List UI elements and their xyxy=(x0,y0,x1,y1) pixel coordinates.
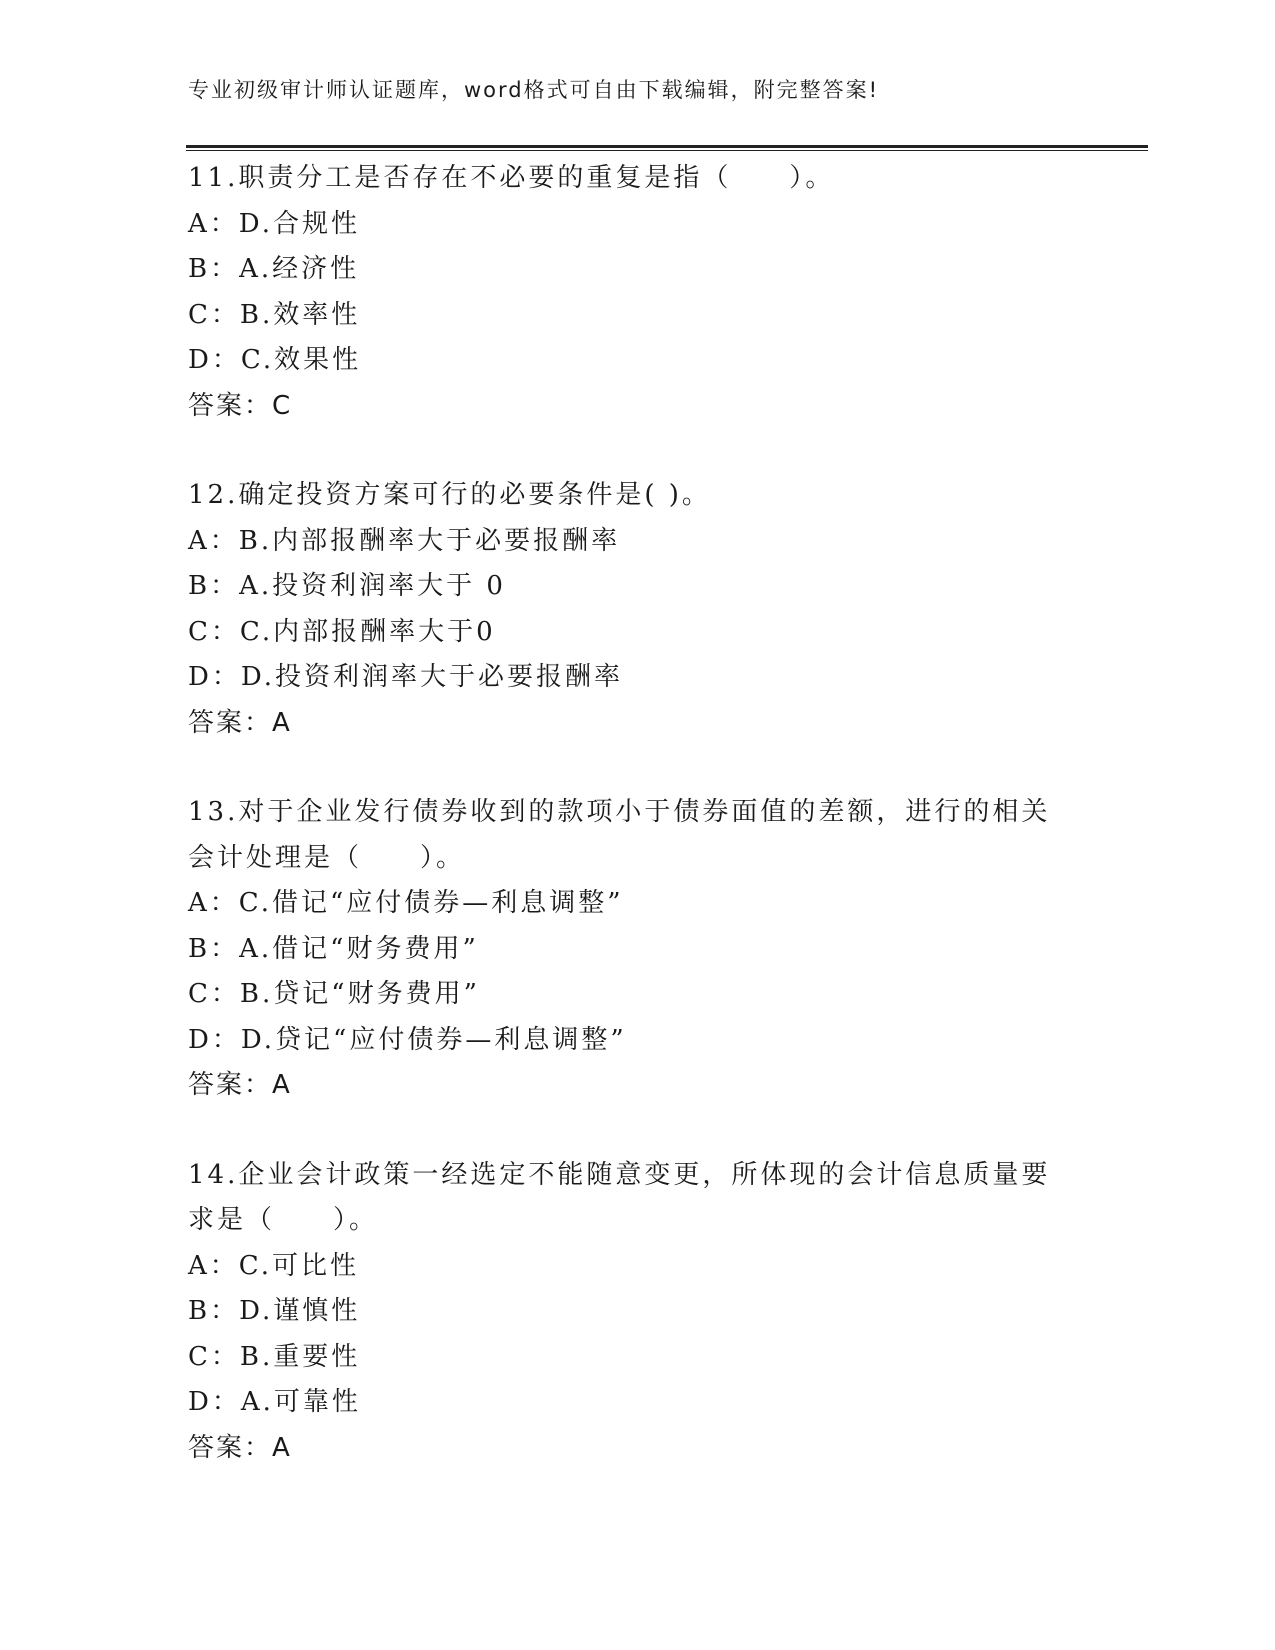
question-item xyxy=(188,473,1088,746)
question-answer: 答案：A xyxy=(188,1070,292,1100)
option-key: D： xyxy=(188,345,241,375)
question-option xyxy=(188,519,1088,565)
question-option xyxy=(188,881,1088,927)
option-key: A： xyxy=(188,888,239,918)
option-key: C： xyxy=(188,616,240,647)
question-answer: 答案：A xyxy=(188,707,292,738)
question-option xyxy=(188,202,1088,248)
option-text: B.重要性 xyxy=(239,1341,361,1372)
option-text: A.可靠性 xyxy=(240,1387,361,1417)
question-option xyxy=(188,610,1088,656)
option-text: B.内部报酬率大于必要报酬率 xyxy=(238,525,621,556)
option-text: B.贷记“财务费用” xyxy=(239,979,480,1009)
option-key: A： xyxy=(188,525,239,556)
option-key: D： xyxy=(188,662,241,692)
option-text: A.经济性 xyxy=(239,254,360,284)
option-key: A： xyxy=(188,1250,239,1281)
question-stem: 12.确定投资方案可行的必要条件是( )。 xyxy=(188,480,711,510)
question-list xyxy=(188,156,1088,1515)
question-option xyxy=(188,1244,1088,1290)
question-item xyxy=(188,790,1088,1109)
question-option xyxy=(188,1289,1088,1335)
option-text: A.借记“财务费用” xyxy=(239,933,479,964)
option-key: B： xyxy=(188,254,240,284)
option-text: C.效果性 xyxy=(240,345,362,375)
header-divider xyxy=(186,145,1148,151)
question-stem: 13.对于企业发行债券收到的款项小于债券面值的差额，进行的相关会计处理是（ ）。 xyxy=(188,797,1051,873)
option-key: D： xyxy=(188,1024,241,1055)
option-text: D.谨慎性 xyxy=(239,1296,361,1326)
question-option xyxy=(188,1018,1088,1064)
option-text: C.借记“应付债券—利息调整” xyxy=(238,888,624,918)
option-key: C： xyxy=(188,979,240,1009)
option-text: D.贷记“应付债券—利息调整” xyxy=(240,1024,627,1055)
option-text: D.投资利润率大于必要报酬率 xyxy=(240,662,624,692)
option-text: A.投资利润率大于 0 xyxy=(239,571,506,601)
option-key: B： xyxy=(188,933,240,964)
question-option xyxy=(188,1380,1088,1426)
option-key: B： xyxy=(188,1296,240,1326)
question-option xyxy=(188,1335,1088,1381)
question-option xyxy=(188,293,1088,339)
question-option xyxy=(188,972,1088,1018)
question-answer: 答案：A xyxy=(188,1432,292,1463)
option-key: B： xyxy=(188,571,240,601)
question-stem: 14.企业会计政策一经选定不能随意变更，所体现的会计信息质量要求是（ ）。 xyxy=(188,1159,1051,1235)
option-key: A： xyxy=(188,208,239,239)
question-item xyxy=(188,1153,1088,1472)
question-option xyxy=(188,564,1088,610)
question-option xyxy=(188,247,1088,293)
page-header-title: 专业初级审计师认证题库，word格式可自由下载编辑，附完整答案! xyxy=(188,78,880,102)
option-key: D： xyxy=(188,1387,241,1417)
question-answer: 答案：C xyxy=(188,390,293,421)
question-option xyxy=(188,338,1088,384)
option-text: C.内部报酬率大于0 xyxy=(239,616,496,647)
question-item xyxy=(188,156,1088,429)
option-text: C.可比性 xyxy=(238,1250,360,1281)
option-text: B.效率性 xyxy=(239,299,361,330)
option-key: C： xyxy=(188,299,240,330)
question-option xyxy=(188,927,1088,973)
question-option xyxy=(188,655,1088,701)
option-text: D.合规性 xyxy=(238,208,360,239)
option-key: C： xyxy=(188,1341,240,1372)
question-stem: 11.职责分工是否存在不必要的重复是指（ ）。 xyxy=(188,163,835,193)
